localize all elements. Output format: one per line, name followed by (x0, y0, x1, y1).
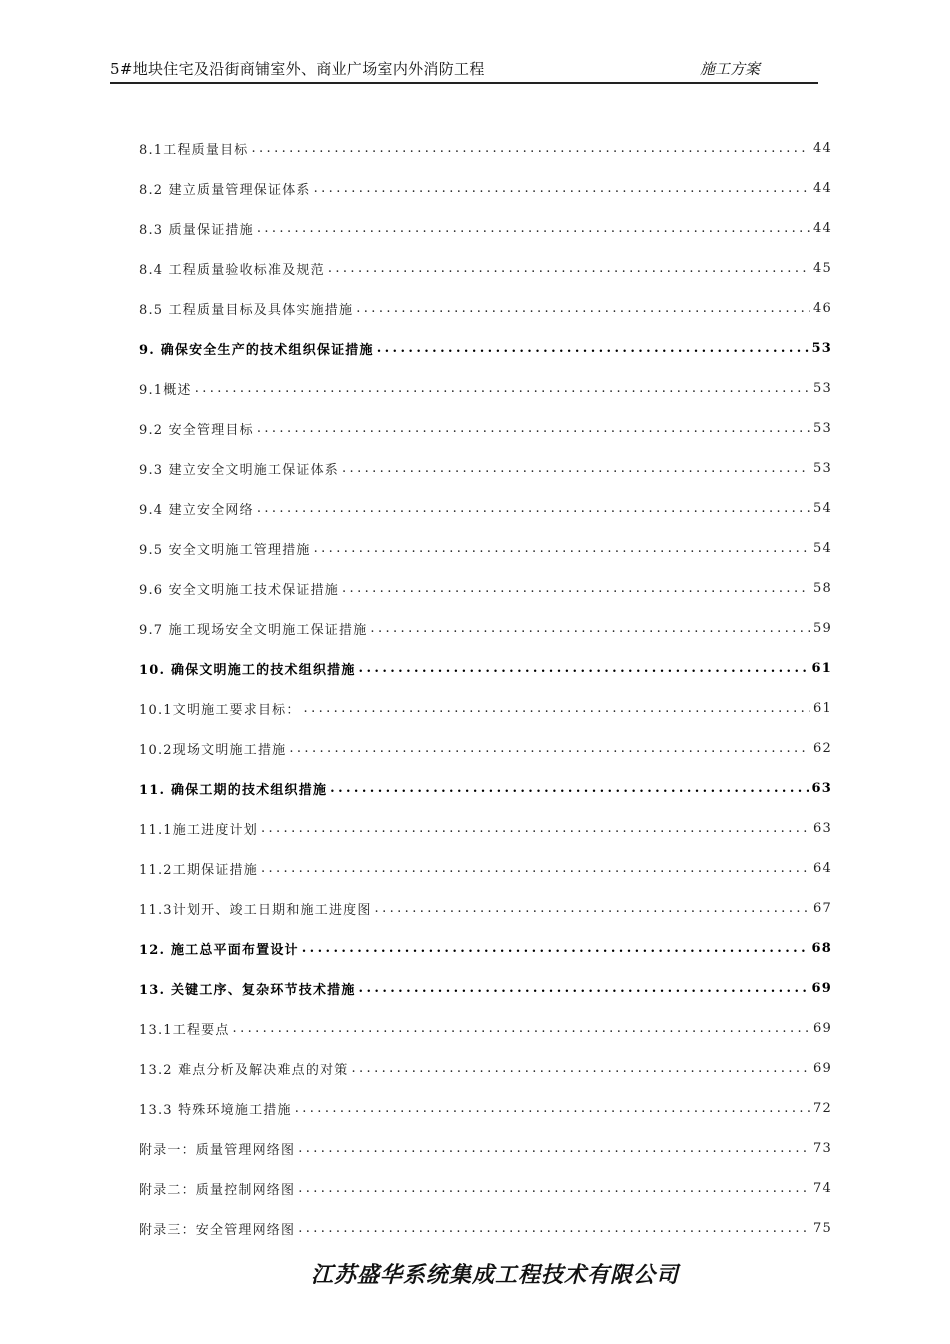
toc-entry-title: 9. 确保安全生产的技术组织保证措施 (139, 342, 374, 358)
toc-entry-page-number: 61 (811, 660, 832, 676)
toc-entry[interactable] (139, 128, 832, 168)
toc-entry-page-number: 61 (813, 700, 832, 716)
toc-dot-leader (257, 501, 810, 516)
toc-dot-leader (314, 541, 810, 556)
toc-entry-page-number: 63 (813, 820, 832, 836)
toc-entry-page-number: 44 (813, 140, 832, 156)
toc-entry[interactable] (139, 528, 832, 568)
toc-entry-title: 13.2 难点分析及解决难点的对策 (139, 1062, 349, 1078)
toc-entry-page-number: 44 (813, 180, 832, 196)
toc-dot-leader (304, 701, 811, 716)
toc-dot-leader (356, 301, 810, 316)
project-title: 5#地块住宅及沿街商铺室外、商业广场室内外消防工程 (110, 60, 485, 78)
toc-entry-title: 11.3计划开、竣工日期和施工进度图 (139, 902, 372, 918)
toc-dot-leader (295, 1101, 810, 1116)
toc-entry[interactable] (139, 488, 832, 528)
toc-entry-page-number: 53 (811, 340, 832, 356)
document-type: 施工方案 (700, 60, 761, 78)
toc-dot-leader (298, 1221, 810, 1236)
toc-entry-title: 8.4 工程质量验收标准及规范 (139, 262, 325, 278)
table-of-contents (139, 128, 832, 1248)
toc-entry[interactable] (139, 1128, 832, 1168)
toc-entry-page-number: 64 (813, 860, 832, 876)
toc-entry-title: 13. 关键工序、复杂环节技术措施 (139, 982, 356, 998)
toc-entry-page-number: 69 (811, 980, 832, 996)
toc-entry[interactable] (139, 888, 832, 928)
toc-dot-leader (314, 181, 810, 196)
toc-entry-page-number: 46 (813, 300, 832, 316)
toc-entry[interactable] (139, 368, 832, 408)
toc-dot-leader (251, 141, 810, 156)
toc-dot-leader (261, 821, 810, 836)
toc-dot-leader (370, 621, 810, 636)
toc-entry[interactable] (139, 168, 832, 208)
toc-dot-leader (342, 581, 810, 596)
toc-entry-title: 13.1工程要点 (139, 1022, 230, 1038)
toc-entry-page-number: 53 (813, 380, 832, 396)
toc-entry-page-number: 67 (813, 900, 832, 916)
toc-entry-title: 10.1文明施工要求目标： (139, 702, 301, 718)
toc-entry-page-number: 75 (813, 1220, 832, 1236)
toc-entry-page-number: 62 (813, 740, 832, 756)
toc-entry[interactable] (139, 968, 832, 1008)
toc-entry[interactable] (139, 728, 832, 768)
toc-entry-title: 9.4 建立安全网络 (139, 502, 254, 518)
toc-entry-title: 9.3 建立安全文明施工保证体系 (139, 462, 340, 478)
toc-dot-leader (298, 1141, 810, 1156)
toc-dot-leader (289, 741, 810, 756)
toc-entry-title: 8.5 工程质量目标及具体实施措施 (139, 302, 354, 318)
toc-entry-title: 8.1工程质量目标 (139, 142, 249, 158)
toc-entry-title: 附录一：质量管理网络图 (139, 1142, 296, 1158)
toc-entry-page-number: 45 (813, 260, 832, 276)
toc-dot-leader (359, 981, 809, 996)
toc-entry[interactable] (139, 1168, 832, 1208)
toc-entry[interactable] (139, 928, 832, 968)
toc-entry-title: 11.2工期保证措施 (139, 862, 258, 878)
toc-entry-title: 9.6 安全文明施工技术保证措施 (139, 582, 340, 598)
toc-entry-title: 11. 确保工期的技术组织措施 (139, 782, 328, 798)
toc-entry[interactable] (139, 568, 832, 608)
toc-entry-title: 9.1概述 (139, 382, 192, 398)
toc-entry-title: 8.3 质量保证措施 (139, 222, 254, 238)
toc-entry-page-number: 74 (813, 1180, 832, 1196)
toc-entry[interactable] (139, 1208, 832, 1248)
toc-entry-title: 13.3 特殊环境施工措施 (139, 1102, 292, 1118)
toc-entry-page-number: 69 (813, 1020, 832, 1036)
toc-dot-leader (328, 261, 810, 276)
toc-entry-page-number: 69 (813, 1060, 832, 1076)
toc-entry-title: 9.5 安全文明施工管理措施 (139, 542, 311, 558)
toc-entry[interactable] (139, 248, 832, 288)
toc-entry-page-number: 53 (813, 420, 832, 436)
toc-entry-title: 9.7 施工现场安全文明施工保证措施 (139, 622, 368, 638)
toc-entry[interactable] (139, 288, 832, 328)
toc-dot-leader (195, 381, 810, 396)
toc-entry[interactable] (139, 648, 832, 688)
toc-entry-page-number: 59 (813, 620, 832, 636)
toc-entry[interactable] (139, 208, 832, 248)
page-header (110, 56, 818, 84)
toc-entry-page-number: 44 (813, 220, 832, 236)
toc-dot-leader (342, 461, 810, 476)
toc-entry-page-number: 58 (813, 580, 832, 596)
toc-entry[interactable] (139, 688, 832, 728)
toc-dot-leader (375, 901, 811, 916)
toc-entry[interactable] (139, 408, 832, 448)
toc-dot-leader (257, 221, 810, 236)
toc-entry-title: 12. 施工总平面布置设计 (139, 942, 299, 958)
toc-dot-leader (298, 1181, 810, 1196)
toc-entry[interactable] (139, 768, 832, 808)
toc-entry-page-number: 72 (813, 1100, 832, 1116)
toc-entry-page-number: 73 (813, 1140, 832, 1156)
toc-entry-title: 10. 确保文明施工的技术组织措施 (139, 662, 356, 678)
toc-dot-leader (257, 421, 810, 436)
toc-entry-page-number: 68 (811, 940, 832, 956)
toc-entry-title: 附录三：安全管理网络图 (139, 1222, 296, 1238)
toc-dot-leader (261, 861, 810, 876)
toc-entry[interactable] (139, 848, 832, 888)
toc-entry-title: 11.1施工进度计划 (139, 822, 258, 838)
toc-dot-leader (330, 781, 808, 796)
toc-entry[interactable] (139, 808, 832, 848)
toc-dot-leader (351, 1061, 810, 1076)
toc-entry-page-number: 53 (813, 460, 832, 476)
toc-dot-leader (359, 661, 809, 676)
toc-dot-leader (233, 1021, 811, 1036)
toc-entry-page-number: 54 (813, 540, 832, 556)
toc-entry[interactable] (139, 1088, 832, 1128)
toc-entry[interactable] (139, 328, 832, 368)
toc-entry-title: 9.2 安全管理目标 (139, 422, 254, 438)
toc-entry-title: 8.2 建立质量管理保证体系 (139, 182, 311, 198)
toc-entry-page-number: 54 (813, 500, 832, 516)
company-name: 江苏盛华系统集成工程技术有限公司 (310, 1262, 679, 1288)
toc-dot-leader (377, 341, 809, 356)
toc-entry[interactable] (139, 1048, 832, 1088)
toc-entry-title: 10.2现场文明施工措施 (139, 742, 287, 758)
toc-entry[interactable] (139, 1008, 832, 1048)
toc-dot-leader (302, 941, 809, 956)
toc-entry[interactable] (139, 448, 832, 488)
toc-entry-page-number: 63 (811, 780, 832, 796)
toc-entry[interactable] (139, 608, 832, 648)
toc-entry-title: 附录二：质量控制网络图 (139, 1182, 296, 1198)
